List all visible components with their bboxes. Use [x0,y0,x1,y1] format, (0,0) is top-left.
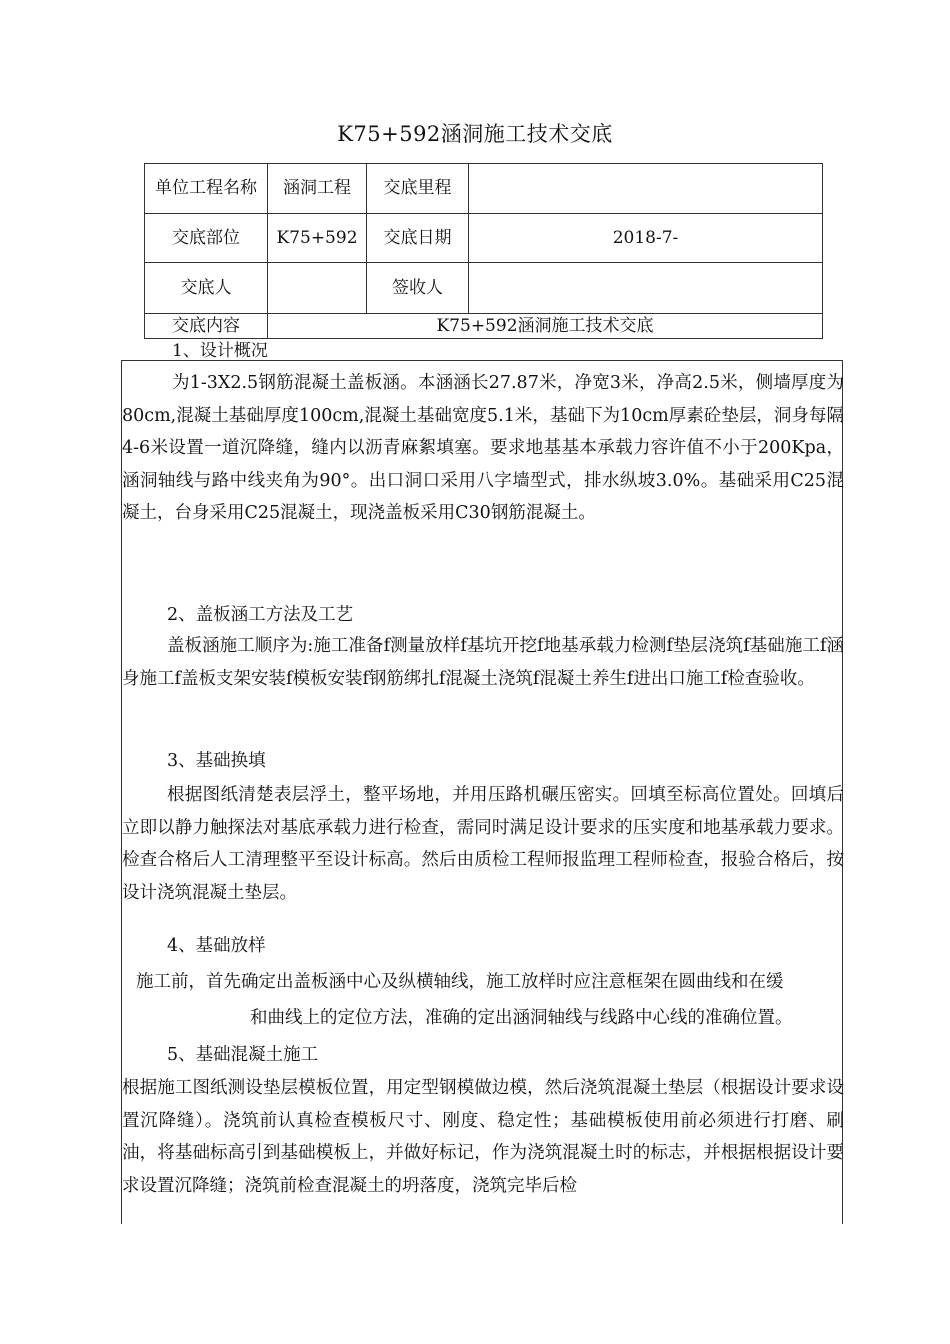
receiver-label: 签收人 [367,263,469,314]
section-4-line-1: 施工前，首先确定出盖板涵中心及纵横轴线，施工放样时应注意框架在圆曲线和在缓 [136,972,784,992]
section-4-title: 4、基础放样 [167,936,266,956]
section-2-paragraph: 盖板涵施工顺序为:施工准备f测量放样f基坑开挖f地基承载力检测f垫层浇筑f基础施工f涵身施工f盖板支架安装f模板安装f钢筋绑扎f混凝土浇筑f混凝土养生f进出口施工f检查验收。 [122,636,844,689]
date-label: 交底日期 [367,214,469,263]
unit-project-label: 单位工程名称 [145,164,268,214]
section-3-title: 3、基础换填 [167,751,266,771]
section-2-body [122,630,844,695]
section-5-title: 5、基础混凝土施工 [167,1045,319,1065]
section-2-title: 2、盖板涵工方法及工艺 [167,605,354,625]
unit-project-value: 涵洞工程 [268,164,367,214]
part-value: K75+592 [268,214,367,263]
section-1-paragraph: 为1-3X2.5钢筋混凝土盖板涵。本涵涵长27.87米，净宽3米，净高2.5米，侧墙厚度为80cm,混凝土基础厚度100cm,混凝土基础宽度5.1米，基础下为10cm厚素砼垫层，洞身每隔4-6米设置一道沉降缝，缝内以沥青麻絮填塞。要求地基基本承载力容许值不小于200Kpa，涵洞轴线与路中线夹角为90°。出口洞口采用八字墙型式，排水纵坡3.0%。基础采用C25混凝土，台身采用C25混凝土，现浇盖板采用C30钢筋混凝土。 [122,373,844,523]
section-4-line-2: 和曲线上的定位方法，准确的定出涵洞轴线与线路中心线的准确位置。 [250,1008,793,1028]
content-value: K75+592涵洞施工技术交底 [268,314,823,339]
giver-label: 交底人 [145,263,268,314]
mileage-value [469,164,823,214]
part-label: 交底部位 [145,214,268,263]
section-1-title: 1、设计概况 [172,341,268,361]
section-3-body [122,779,844,909]
section-5-paragraph: 根据施工图纸测设垫层模板位置，用定型钢模做边模，然后浇筑混凝土垫层（根据设计要求设置沉降缝）。浇筑前认真检查模板尺寸、刚度、稳定性；基础模板使用前必须进行打磨、刷油，将基础标高引到基础模板上，并做好标记，作为浇筑混凝土时的标志，并根据根据设计要求设置沉降缝；浇筑前检查混凝土的坍落度，浇筑完毕后检 [122,1078,844,1196]
date-value: 2018-7- [469,214,823,263]
document-title: K75+592涵洞施工技术交底 [337,122,613,146]
header-table [144,163,823,339]
receiver-value [469,263,823,314]
content-label: 交底内容 [145,314,268,339]
mileage-label: 交底里程 [367,164,469,214]
content-box [121,360,843,1224]
section-1-body [122,367,844,530]
section-5-body [122,1072,844,1202]
section-3-paragraph: 根据图纸清楚表层浮土，整平场地，并用压路机碾压密实。回填至标高位置处。回填后立即以静力触探法对基底承载力进行检查，需同时满足设计要求的压实度和地基承载力要求。检查合格后人工清理整平至设计标高。然后由质检工程师报监理工程师检查，报验合格后，按设计浇筑混凝土垫层。 [122,785,844,903]
giver-value [268,263,367,314]
